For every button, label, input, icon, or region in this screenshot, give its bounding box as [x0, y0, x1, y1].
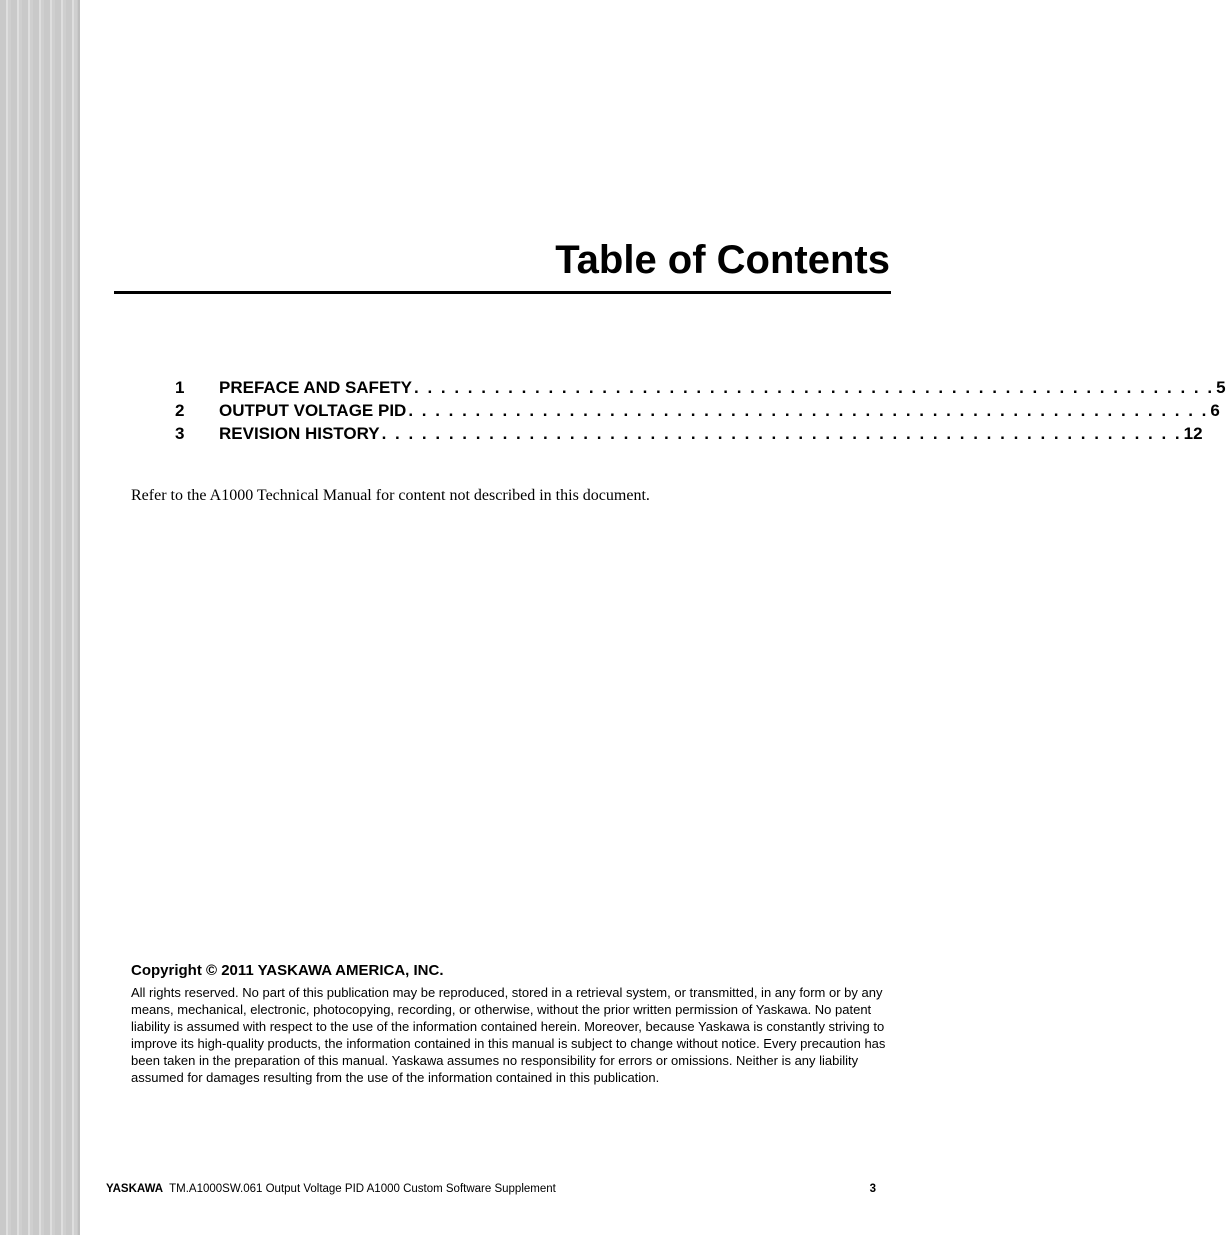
toc-entry-page[interactable]: 5 [1216, 378, 1226, 397]
title-underline-rule [114, 291, 891, 294]
toc-entry-number: 3 [175, 424, 185, 443]
toc-dot-leader: . . . . . . . . . . . . . . . . . . . . . . . . . . . . . . . . . . . . . . . . . . . . . . . . . . . . . . . . . . . . [414, 378, 1215, 397]
page-footer [106, 1183, 876, 1197]
toc-entry-output-voltage-pid[interactable] [175, 401, 1220, 424]
table-of-contents [175, 378, 1226, 447]
page-title: Table of Contents [555, 238, 890, 282]
toc-entry-label[interactable]: REVISION HISTORY [219, 424, 380, 443]
toc-entry-number: 1 [175, 378, 185, 397]
toc-dot-leader: . . . . . . . . . . . . . . . . . . . . . . . . . . . . . . . . . . . . . . . . . . . . . . . . . . . . . . . . . . . . [381, 424, 1182, 443]
footer-page-number: 3 [869, 1183, 876, 1195]
toc-entry-label[interactable]: PREFACE AND SAFETY [219, 378, 413, 397]
toc-dot-leader: . . . . . . . . . . . . . . . . . . . . . . . . . . . . . . . . . . . . . . . . . . . . . . . . . . . . . . . . . . . . [408, 401, 1209, 420]
toc-entry-page[interactable]: 6 [1210, 401, 1220, 420]
toc-entry-label[interactable]: OUTPUT VOLTAGE PID [219, 401, 407, 420]
copyright-heading: Copyright © 2011 YASKAWA AMERICA, INC. [131, 962, 444, 979]
toc-entry-page[interactable]: 12 [1183, 424, 1203, 443]
toc-entry-revision-history[interactable] [175, 424, 1203, 447]
footer-document-title: TM.A1000SW.061 Output Voltage PID A1000 Custom Software Supplement [169, 1183, 556, 1195]
decorative-side-stripes [0, 0, 80, 1235]
toc-entry-preface-and-safety[interactable] [175, 378, 1226, 401]
toc-entry-number: 2 [175, 401, 185, 420]
intro-note: Refer to the A1000 Technical Manual for content not described in this document. [131, 487, 650, 504]
footer-brand: YASKAWA [106, 1183, 164, 1195]
copyright-body: All rights reserved. No part of this publication may be reproduced, stored in a retrieval system, or transmitted, in any form or by any means, mechanical, electronic, photocopying, recording, or otherwise, without the prior written permission of Yaskawa. No patent liability is assumed with respect to the use of the information contained herein. Moreover, because Yaskawa is constantly striving to improve its high-quality products, the information contained in this manual is subject to change without notice. Every precaution has been taken in the preparation of this manual. Yaskawa assumes no responsibility for errors or omissions. Neither is any liability assumed for damages resulting from the use of the information contained in this publication. [131, 985, 886, 1085]
